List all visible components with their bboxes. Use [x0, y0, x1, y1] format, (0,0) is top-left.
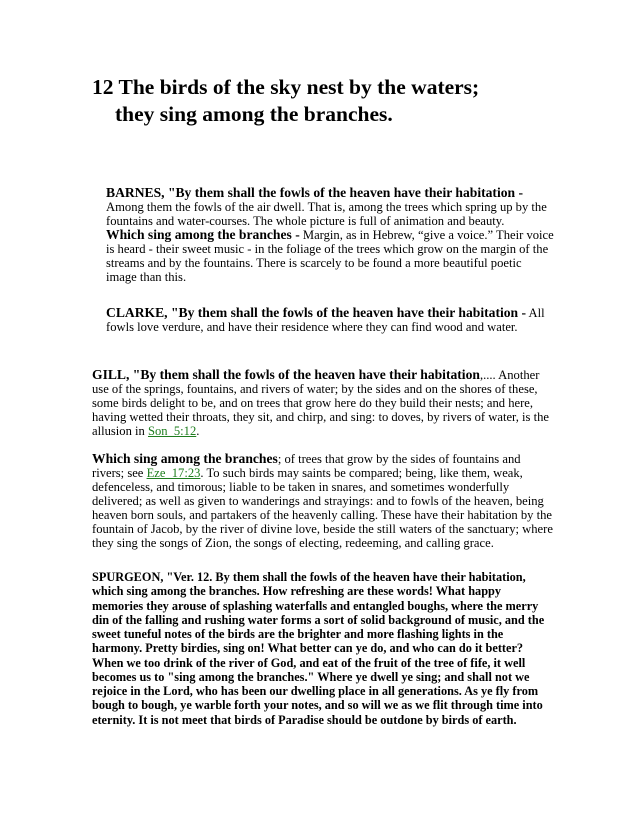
clarke-paragraph	[92, 306, 554, 334]
gill-text-1: ,.... Another use of the springs, fountains, and rivers of water; by the sides and on the shores of these, some birds delight to be, and on trees that grow here do they build their nests; and here, having wetted their throats, they sit, and chirp, and sing: to doves, by rivers of water, is the allusion in	[92, 368, 549, 438]
scripture-link-eze[interactable]: Eze_17:23	[146, 466, 201, 480]
barnes-commentary	[92, 186, 554, 284]
gill-paragraph-1	[92, 368, 554, 438]
barnes-text-1: Among them the fowls of the air dwell. That is, among the trees which spring up by the fountains and water-courses. The whole picture is full of animation and beauty.	[106, 200, 547, 228]
verse-title-line-2: they sing among the branches.	[115, 102, 393, 126]
gill-text-2-end: . To such birds may saints be compared; being, like them, weak, defenceless, and timorous; liable to be taken in snares, and sometimes wonderfully delivered; as well as given to wanderings and strayings: and to fowls of the heaven, being heaven born souls, and partakers of the heavenly calling. These have their habitation by the fountain of Jacob, by the river of divine love, beside the still waters of the sanctuary; where they sing the songs of Zion, the songs of electing, redeeming, and calling grace.	[92, 466, 553, 550]
verse-title	[92, 74, 612, 128]
clarke-lead: CLARKE, "By them shall the fowls of the heaven have their habitation -	[106, 305, 527, 320]
clarke-commentary	[92, 306, 554, 334]
spurgeon-commentary	[92, 570, 554, 727]
gill-paragraph-2	[92, 452, 554, 550]
gill-commentary	[92, 368, 554, 550]
scripture-link-son[interactable]: Son_5:12	[147, 424, 197, 438]
barnes-sub-lead: Which sing among the branches -	[106, 227, 300, 242]
gill-text-1-end: .	[196, 424, 200, 438]
gill-sub-lead: Which sing among the branches	[92, 451, 278, 466]
barnes-text-2: Margin, as in Hebrew, “give a voice.” Their voice is heard - their sweet music - in the foliage of the trees which grow on the margin of the streams and by the fountains. There is scarcely to be found a more beautiful poetic image than this.	[106, 228, 554, 284]
gill-lead: GILL, "By them shall the fowls of the heaven have their habitation	[92, 367, 480, 382]
spurgeon-paragraph: SPURGEON, "Ver. 12. By them shall the fowls of the heaven have their habitation, which sing among the branches. How refreshing are these words! What happy memories they arouse of splashing waterfalls and entangled boughs, where the merry din of the falling and rushing water forms a sort of solid background of music, and the sweet tuneful notes of the birds are the brighter and more flashing lights in the harmony. Pretty birdies, sing on! What better can ye do, and who can do it better? When we too drink of the river of God, and eat of the fruit of the tree of fife, it well becomes us to "sing among the branches." Where ye dwell ye sing; and shall not we rejoice in the Lord, who has been our dwelling place in all generations. As ye fly from bough to bough, ye warble forth your notes, and so will we as we flit through time into eternity. It is not meet that birds of Paradise should be outdone by birds of earth.	[92, 570, 545, 727]
clarke-text: All fowls love verdure, and have their residence where they can find wood and water.	[106, 306, 545, 334]
barnes-paragraph-1	[92, 186, 554, 228]
verse-title-line-1: 12 The birds of the sky nest by the waters;	[92, 75, 480, 99]
barnes-lead: BARNES, "By them shall the fowls of the heaven have their habitation -	[106, 185, 524, 200]
barnes-paragraph-2	[92, 228, 554, 284]
gill-text-2: ; of trees that grow by the sides of fountains and rivers; see	[92, 452, 521, 480]
